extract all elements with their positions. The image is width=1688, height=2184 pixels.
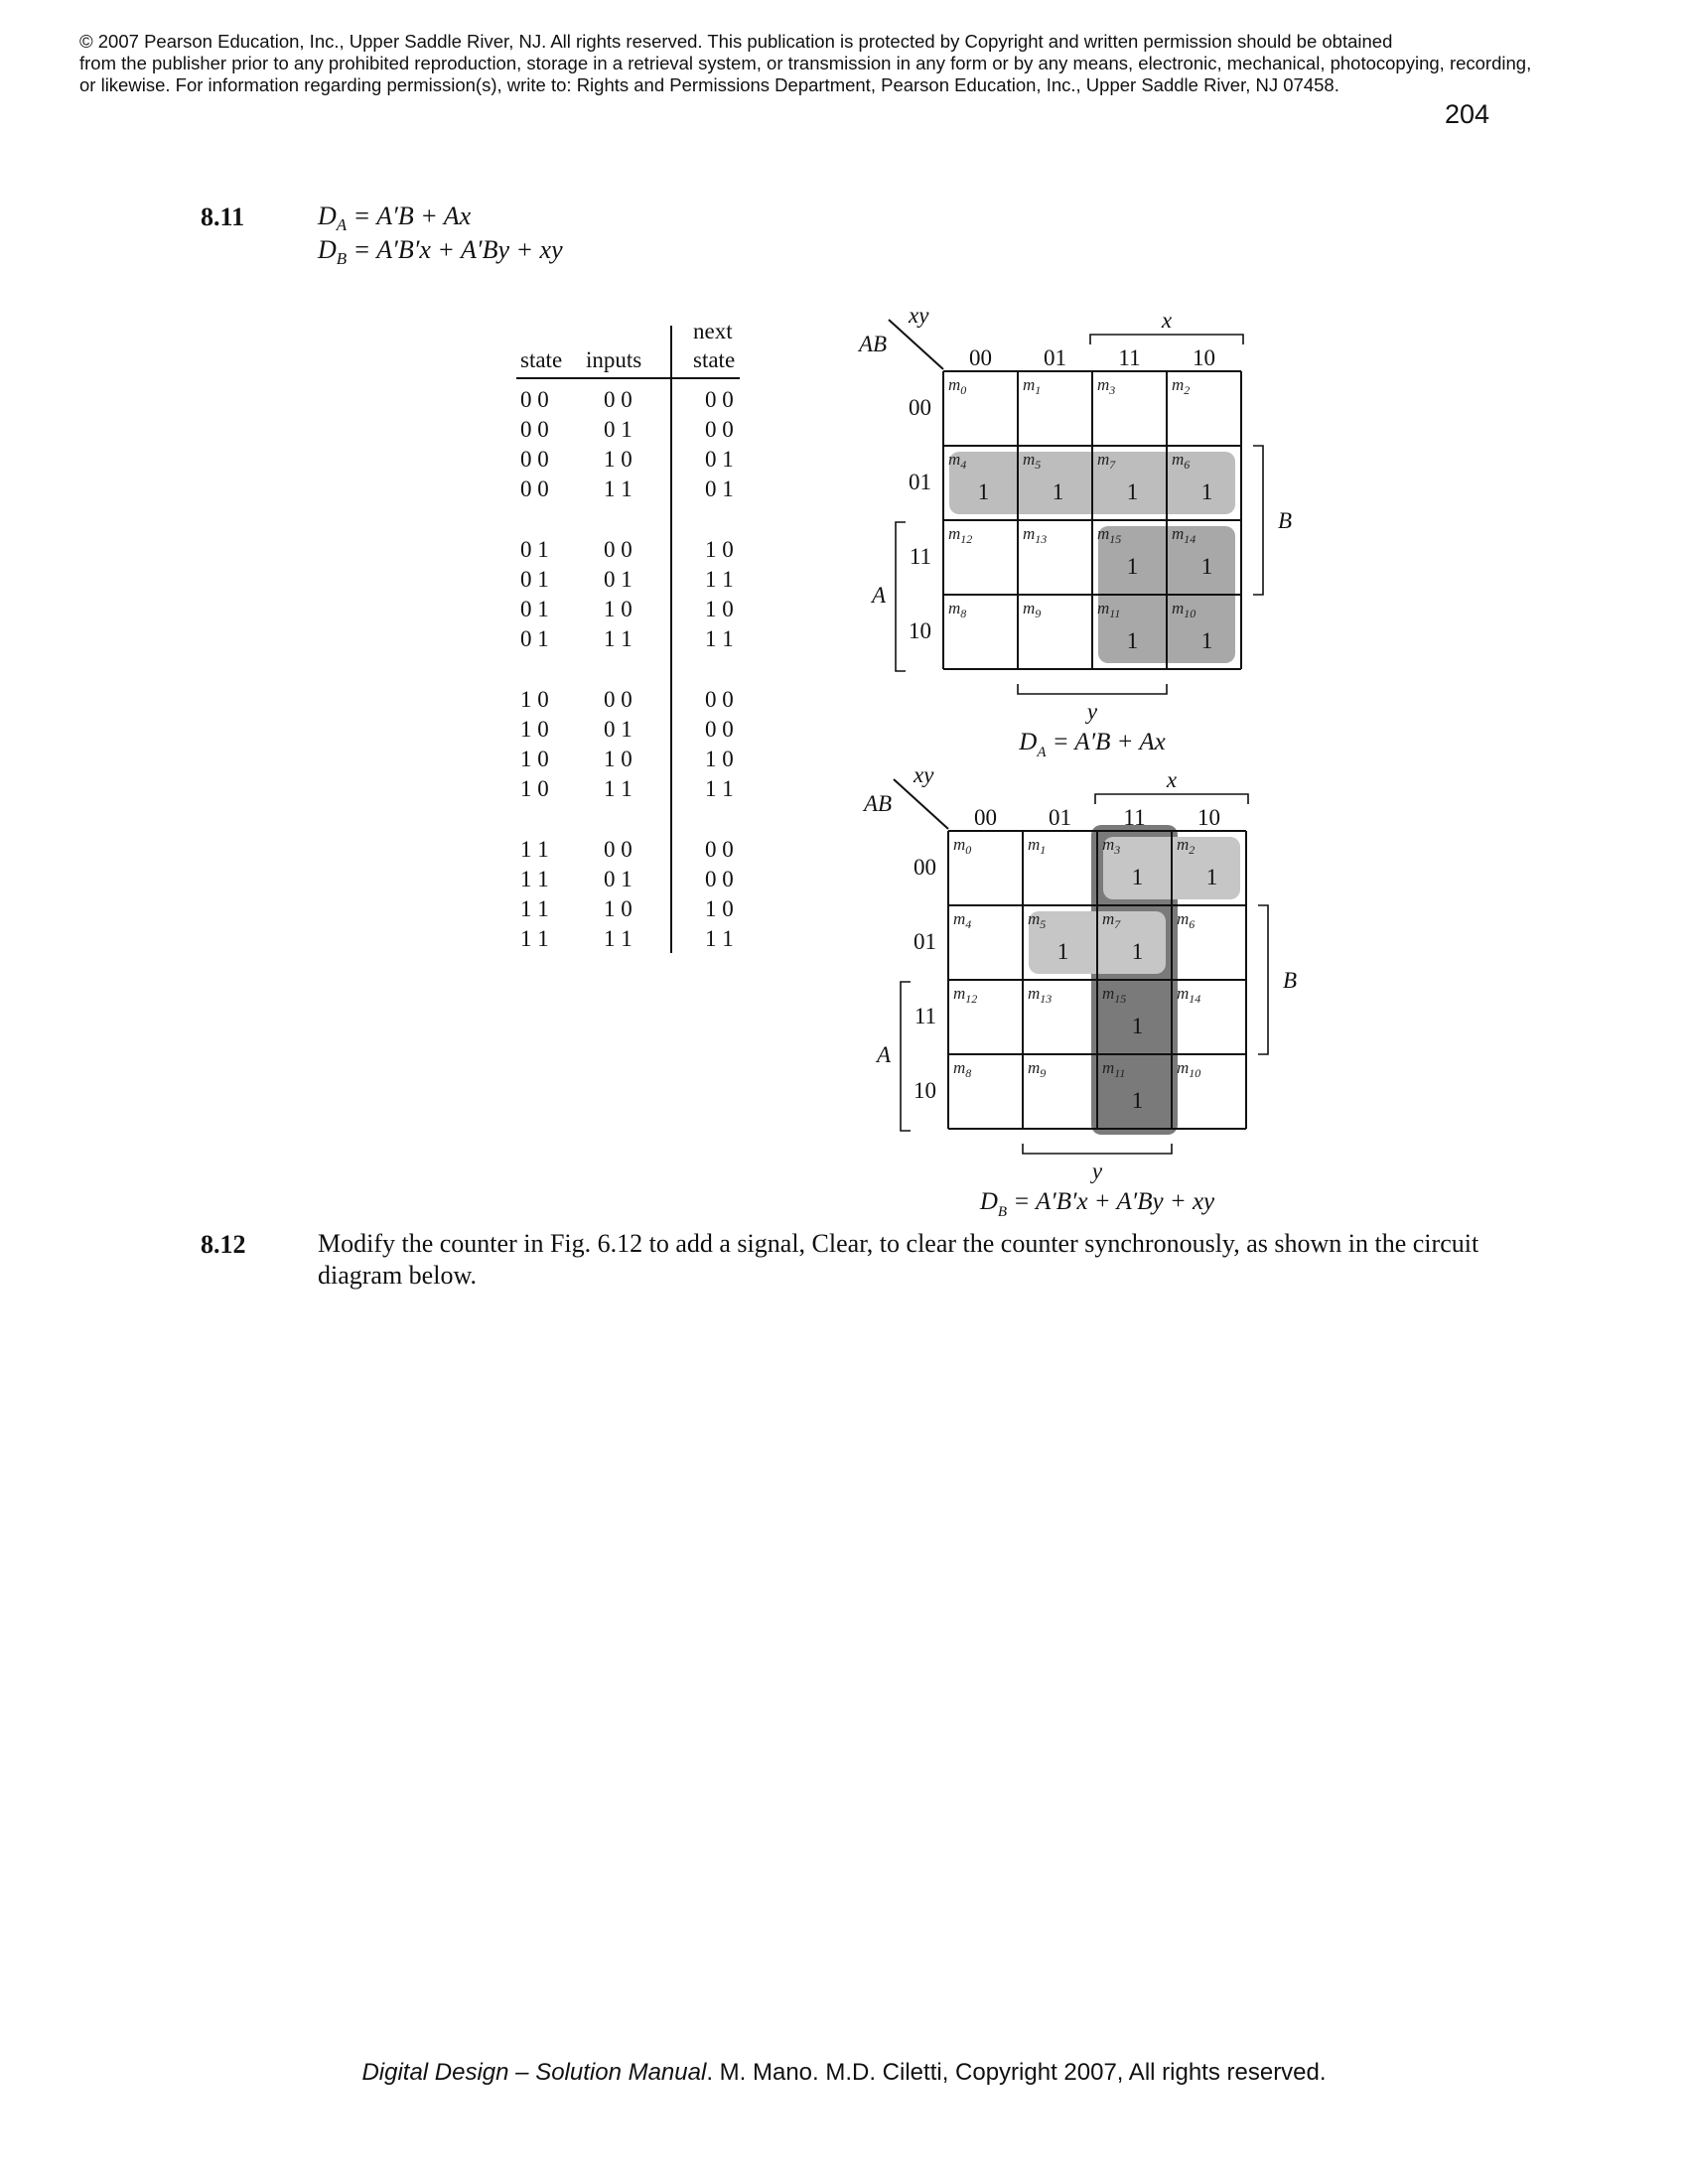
copyright-line: from the publisher prior to any prohibited reproduction, storage in a retrieval system, or transmission in any form or by any means, electronic, mechanical, photocopying, recording, [79, 53, 1532, 73]
header-state: state [520, 347, 563, 372]
kmap-row-label: 10 [914, 1078, 936, 1103]
kmap-db [862, 762, 1297, 1220]
cell-next-state: 1 0 [705, 896, 734, 921]
cell-state: 1 1 [520, 926, 549, 951]
kmap-col-label: 00 [969, 345, 992, 370]
kmap-var-b: B [1278, 508, 1293, 533]
kmap-caption: $D_B = A'B'x + A'By$ + xy [979, 1188, 1215, 1220]
kmap-one: 1 [1126, 628, 1139, 653]
kmap-bracket-y [1023, 1144, 1172, 1154]
problem-number: 8.11 [201, 203, 245, 231]
kmap-row-label: 10 [909, 618, 931, 643]
cell-state: 1 0 [520, 717, 549, 742]
kmap-minterm-label: $m_8$ [953, 1058, 972, 1080]
cell-next-state: 0 1 [705, 447, 734, 472]
page-number: 204 [1444, 99, 1489, 129]
kmap-minterm-label: $m_9$ [1028, 1058, 1047, 1080]
kmap-minterm-label: $m_5$ [1023, 450, 1042, 472]
kmap-minterm-label: $m_{15}$ [1102, 984, 1127, 1006]
kmap-bracket-b [1258, 905, 1268, 1054]
cell-inputs: 0 1 [604, 567, 633, 592]
cell-state: 0 1 [520, 626, 549, 651]
kmap-minterm-label: $m_5$ [1028, 909, 1047, 931]
kmap-one: 1 [1052, 479, 1064, 504]
kmap-row-label: 00 [909, 395, 931, 420]
cell-next-state: 1 0 [705, 747, 734, 771]
cell-state: 0 0 [520, 447, 549, 472]
kmap-var-x: x [1161, 308, 1173, 333]
kmap-corner-top: xy [909, 303, 929, 328]
cell-next-state: 1 1 [705, 626, 734, 651]
cell-state: 1 1 [520, 896, 549, 921]
kmap-corner-top: xy [914, 762, 934, 787]
kmap-one: 1 [1205, 865, 1218, 889]
kmap-var-a: A [877, 1042, 892, 1067]
copyright-line: or likewise. For information regarding permission(s), write to: Rights and Permissions Department, Pearson Education, Inc., Upper Saddle River, NJ 07458. [79, 74, 1339, 95]
cell-next-state: 0 1 [705, 477, 734, 501]
kmap-minterm-label: $m_0$ [948, 375, 967, 397]
header-next-state: state [693, 347, 736, 372]
kmap-minterm-label: $m_{10}$ [1172, 599, 1196, 620]
header-next: next [693, 319, 733, 343]
kmap-col-label: 01 [1044, 345, 1066, 370]
kmap-one: 1 [1200, 479, 1213, 504]
cell-next-state: 0 0 [705, 387, 734, 412]
kmap-minterm-label: $m_{14}$ [1172, 524, 1196, 546]
kmap-row-label: 11 [914, 1004, 936, 1028]
cell-next-state: 0 0 [705, 687, 734, 712]
kmap-minterm-label: $m_{15}$ [1097, 524, 1122, 546]
kmap-minterm-label: $m_6$ [1172, 450, 1191, 472]
cell-inputs: 1 1 [604, 626, 633, 651]
cell-next-state: 0 0 [705, 417, 734, 442]
kmap-col-label: 10 [1193, 345, 1215, 370]
kmap-minterm-label: $m_4$ [953, 909, 972, 931]
cell-state: 0 0 [520, 387, 549, 412]
kmap-one: 1 [1131, 1088, 1144, 1113]
kmap-bracket-y [1018, 684, 1167, 694]
cell-inputs: 0 1 [604, 867, 633, 891]
cell-next-state: 0 0 [705, 717, 734, 742]
cell-inputs: 0 0 [604, 837, 633, 862]
kmap-minterm-label: $m_2$ [1172, 375, 1191, 397]
kmap-corner-left: AB [864, 791, 893, 816]
kmap-var-a: A [872, 583, 887, 608]
kmap-minterm-label: $m_1$ [1023, 375, 1042, 397]
kmap-minterm-label: $m_1$ [1028, 835, 1047, 857]
cell-next-state: 1 1 [705, 567, 734, 592]
copyright-line: © 2007 Pearson Education, Inc., Upper Saddle River, NJ. All rights reserved. This publication is protected by Copyright and written permission should be obtained [79, 31, 1393, 52]
cell-inputs: 1 0 [604, 896, 633, 921]
cell-state: 1 0 [520, 776, 549, 801]
kmap-one: 1 [1131, 939, 1144, 964]
header-inputs: inputs [586, 347, 642, 372]
cell-inputs: 0 1 [604, 717, 633, 742]
kmap-one: 1 [1131, 865, 1144, 889]
kmap-da [857, 303, 1292, 760]
kmap-minterm-label: $m_9$ [1023, 599, 1042, 620]
kmap-col-label: 11 [1123, 805, 1146, 830]
kmap-bracket-x [1095, 794, 1248, 804]
cell-next-state: 1 1 [705, 776, 734, 801]
kmap-minterm-label: $m_{12}$ [948, 524, 973, 546]
kmap-var-x: x [1166, 767, 1178, 792]
footer-rest: . M. Mano. M.D. Ciletti, Copyright 2007, All rights reserved. [706, 2059, 1327, 2086]
cell-state: 0 1 [520, 597, 549, 621]
kmap-var-b: B [1283, 968, 1298, 993]
problem-number: 8.12 [201, 1230, 246, 1259]
footer [0, 2059, 1688, 2087]
kmap-corner-left: AB [859, 332, 888, 356]
cell-next-state: 1 1 [705, 926, 734, 951]
cell-state: 1 0 [520, 687, 549, 712]
kmap-col-label: 01 [1049, 805, 1071, 830]
kmap-minterm-label: $m_{13}$ [1028, 984, 1053, 1006]
equation-da: $D_A = A'B + Ax$ [318, 202, 472, 235]
kmap-minterm-label: $m_7$ [1097, 450, 1116, 472]
kmap-minterm-label: $m_0$ [953, 835, 972, 857]
kmap-minterm-label: $m_3$ [1097, 375, 1116, 397]
cell-state: 0 1 [520, 537, 549, 562]
kmap-var-y: y [1086, 699, 1098, 724]
cell-next-state: 1 0 [705, 537, 734, 562]
kmap-minterm-label: $m_8$ [948, 599, 967, 620]
kmap-var-y: y [1091, 1159, 1103, 1183]
kmap-caption: $D_A = A'B + Ax$ [1019, 729, 1166, 760]
cell-next-state: 1 0 [705, 597, 734, 621]
kmap-row-label: 01 [909, 470, 931, 494]
equation-db: $D_B = A'B'x + A'By$ + xy [318, 235, 563, 269]
cell-inputs: 0 0 [604, 537, 633, 562]
cell-inputs: 0 1 [604, 417, 633, 442]
cell-state: 0 0 [520, 417, 549, 442]
cell-state: 1 1 [520, 867, 549, 891]
kmap-minterm-label: $m_{11}$ [1097, 599, 1121, 620]
kmap-minterm-label: $m_3$ [1102, 835, 1121, 857]
cell-inputs: 1 0 [604, 447, 633, 472]
kmap-minterm-label: $m_{11}$ [1102, 1058, 1126, 1080]
kmap-minterm-label: $m_{12}$ [953, 984, 978, 1006]
cell-inputs: 1 0 [604, 747, 633, 771]
cell-state: 0 1 [520, 567, 549, 592]
cell-inputs: 1 1 [604, 477, 633, 501]
cell-state: 1 1 [520, 837, 549, 862]
cell-state: 0 0 [520, 477, 549, 501]
kmap-minterm-label: $m_{10}$ [1177, 1058, 1201, 1080]
kmap-minterm-label: $m_{13}$ [1023, 524, 1048, 546]
kmap-col-label: 11 [1118, 345, 1141, 370]
cell-state: 1 0 [520, 747, 549, 771]
kmap-one: 1 [1131, 1014, 1144, 1038]
kmap-bracket-b [1253, 446, 1263, 595]
kmap-minterm-label: $m_{14}$ [1177, 984, 1201, 1006]
cell-inputs: 1 1 [604, 776, 633, 801]
kmap-minterm-label: $m_2$ [1177, 835, 1196, 857]
problem-text: Modify the counter in Fig. 6.12 to add a signal, Clear, to clear the counter synchronously, as shown in the circuit diagram below. [318, 1229, 1479, 1290]
kmap-one: 1 [977, 479, 990, 504]
kmap-one: 1 [1200, 628, 1213, 653]
kmap-bracket-a [896, 522, 906, 671]
footer-title: Digital Design – Solution Manual [361, 2059, 707, 2086]
kmap-one: 1 [1126, 479, 1139, 504]
kmap-one: 1 [1056, 939, 1069, 964]
kmap-minterm-label: $m_6$ [1177, 909, 1196, 931]
kmap-bracket-x [1090, 335, 1243, 344]
kmap-col-label: 00 [974, 805, 997, 830]
cell-inputs: 0 0 [604, 387, 633, 412]
kmap-bracket-a [901, 982, 911, 1131]
kmap-minterm-label: $m_4$ [948, 450, 967, 472]
cell-inputs: 0 0 [604, 687, 633, 712]
kmap-minterm-label: $m_7$ [1102, 909, 1121, 931]
cell-next-state: 0 0 [705, 837, 734, 862]
kmap-one: 1 [1126, 554, 1139, 579]
kmap-row-label: 11 [909, 544, 931, 569]
cell-inputs: 1 0 [604, 597, 633, 621]
kmap-one: 1 [1200, 554, 1213, 579]
cell-inputs: 1 1 [604, 926, 633, 951]
kmap-row-label: 01 [914, 929, 936, 954]
kmap-col-label: 10 [1197, 805, 1220, 830]
kmap-row-label: 00 [914, 855, 936, 880]
cell-next-state: 0 0 [705, 867, 734, 891]
